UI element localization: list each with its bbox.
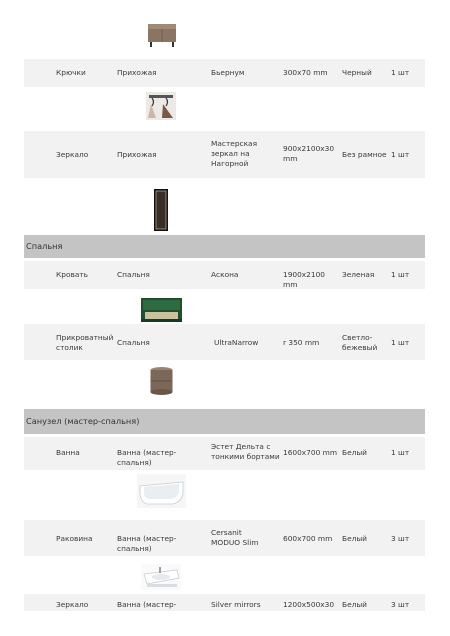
section-title: Санузел (мастер-спальня) <box>26 416 140 426</box>
item-qty: 3 шт <box>391 534 410 543</box>
item-qty: 3 шт <box>391 600 410 609</box>
item-model: Аскона <box>211 270 239 279</box>
item-color: Черный <box>342 68 372 77</box>
item-model: Бьернум <box>211 68 245 77</box>
item-size: 1600х700 mm <box>283 448 338 457</box>
item-color: Белый <box>342 448 367 457</box>
item-model: Мастерская зеркал на Нагорной <box>211 139 258 168</box>
section-header-bedroom <box>24 235 425 258</box>
item-model: UltraNarrow <box>214 338 259 347</box>
item-room: Ванна (мастер- <box>117 600 177 609</box>
sink-image <box>141 564 181 590</box>
item-qty: 1 шт <box>391 68 410 77</box>
item-room: Ванна (мастер-спальня) <box>117 534 177 553</box>
item-name: Зеркало <box>56 150 89 159</box>
section-title: Спальня <box>26 241 63 251</box>
bed-image <box>141 298 182 322</box>
bathtub-image <box>137 474 186 508</box>
page-bottom-margin <box>0 611 450 636</box>
item-name: Ванна <box>56 448 80 457</box>
item-size: 1200х500х30 <box>283 600 335 609</box>
item-color: Без рамное <box>342 150 387 159</box>
dresser-image <box>146 22 178 48</box>
item-room: Прихожая <box>117 68 157 77</box>
item-model: Эстет Дельта с тонкими бортами <box>211 442 280 461</box>
item-size: 300х70 mm <box>283 68 328 77</box>
item-size: 900х2100х30 mm <box>283 144 335 163</box>
item-model: Silver mirrors <box>211 600 261 609</box>
item-name: Раковина <box>56 534 93 543</box>
item-color: Светло-бежевый <box>342 333 378 352</box>
item-size: r 350 mm <box>283 338 320 347</box>
section-header-bathroom <box>24 409 425 434</box>
item-color: Белый <box>342 600 367 609</box>
item-size: 1900х2100 mm <box>283 270 325 289</box>
mirror-image <box>153 188 169 232</box>
bedside-table-image <box>149 366 174 396</box>
item-name: Кровать <box>56 270 89 279</box>
item-room: Прихожая <box>117 150 157 159</box>
item-color: Белый <box>342 534 367 543</box>
item-name: Прикроватный столик <box>56 333 114 352</box>
item-qty: 1 шт <box>391 270 410 279</box>
item-qty: 1 шт <box>391 150 410 159</box>
item-size: 600х700 mm <box>283 534 333 543</box>
item-color: Зеленая <box>342 270 375 279</box>
item-name: Крючки <box>56 68 86 77</box>
item-room: Ванна (мастер-спальня) <box>117 448 177 467</box>
hooks-image <box>146 92 176 120</box>
item-qty: 1 шт <box>391 448 410 457</box>
item-room: Спальня <box>117 270 150 279</box>
item-model: Cersanit MODUO Slim <box>211 528 259 547</box>
item-name: Зеркало <box>56 600 89 609</box>
item-qty: 1 шт <box>391 338 410 347</box>
item-room: Спальня <box>117 338 150 347</box>
